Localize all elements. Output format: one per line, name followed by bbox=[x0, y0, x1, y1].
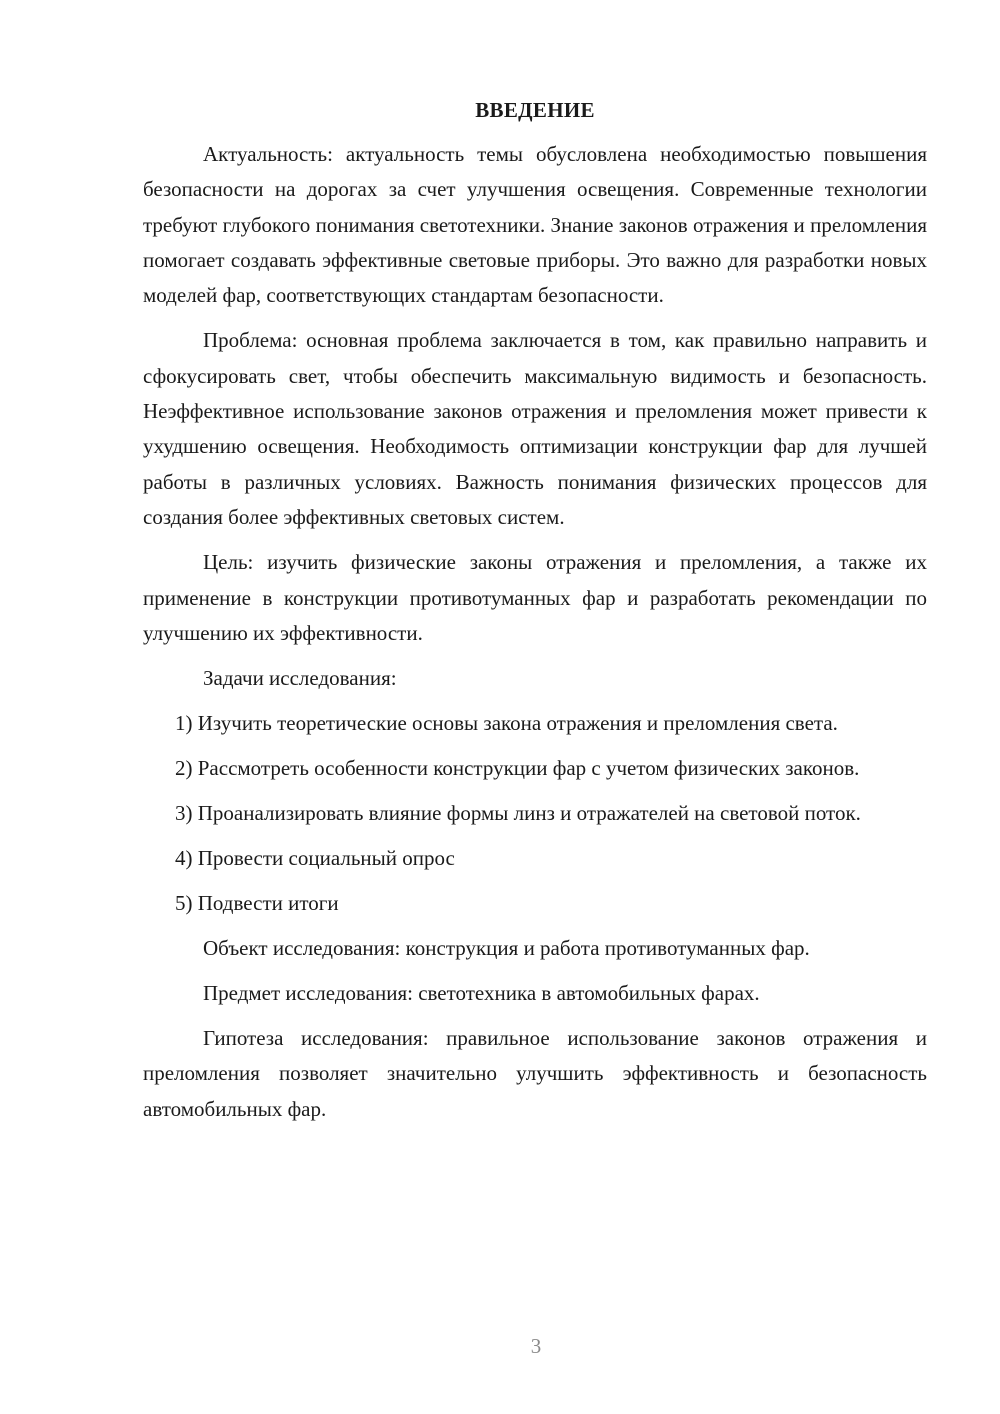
page-title: ВВЕДЕНИЕ bbox=[475, 98, 595, 122]
task-item-4: 4) Провести социальный опрос bbox=[175, 846, 455, 871]
task-item-3: 3) Проанализировать влияние формы линз и отражателей на световой поток. bbox=[175, 801, 861, 826]
relevance-paragraph: Актуальность: актуальность темы обусловлена необходимостью повышения безопасности на дорогах за счет улучшения освещения. Современные технологии требуют глубокого понимания светотехники. Знание законов отражения и преломления помогает создавать эффективные световые приборы. Это важно для разработки новых моделей фар, соответствующих стандартам безопасности. bbox=[143, 142, 927, 308]
goal-paragraph: Цель: изучить физические законы отражения и преломления, а также их применение в конструкции противотуманных фар и разработать рекомендации по улучшению их эффективности. bbox=[143, 550, 927, 645]
object-paragraph: Объект исследования: конструкция и работа противотуманных фар. bbox=[203, 936, 810, 961]
hypothesis-paragraph: Гипотеза исследования: правильное использование законов отражения и преломления позволяет значительно улучшить эффективность и безопасность автомобильных фар. bbox=[143, 1026, 927, 1121]
tasks-heading: Задачи исследования: bbox=[203, 666, 397, 691]
task-item-5: 5) Подвести итоги bbox=[175, 891, 339, 916]
task-item-2: 2) Рассмотреть особенности конструкции фар с учетом физических законов. bbox=[175, 756, 860, 781]
problem-paragraph: Проблема: основная проблема заключается в том, как правильно направить и сфокусировать свет, чтобы обеспечить максимальную видимость и безопасность. Неэффективное использование законов отражения и преломления может привести к ухудшению освещения. Необходимость оптимизации конструкции фар для лучшей работы в различных условиях. Важность понимания физических процессов для создания более эффективных световых систем. bbox=[143, 328, 927, 529]
document-page bbox=[143, 95, 927, 1137]
subject-paragraph: Предмет исследования: светотехника в автомобильных фарах. bbox=[203, 981, 760, 1006]
page-number: 3 bbox=[530, 1334, 542, 1358]
task-item-1: 1) Изучить теоретические основы закона отражения и преломления света. bbox=[175, 711, 838, 736]
